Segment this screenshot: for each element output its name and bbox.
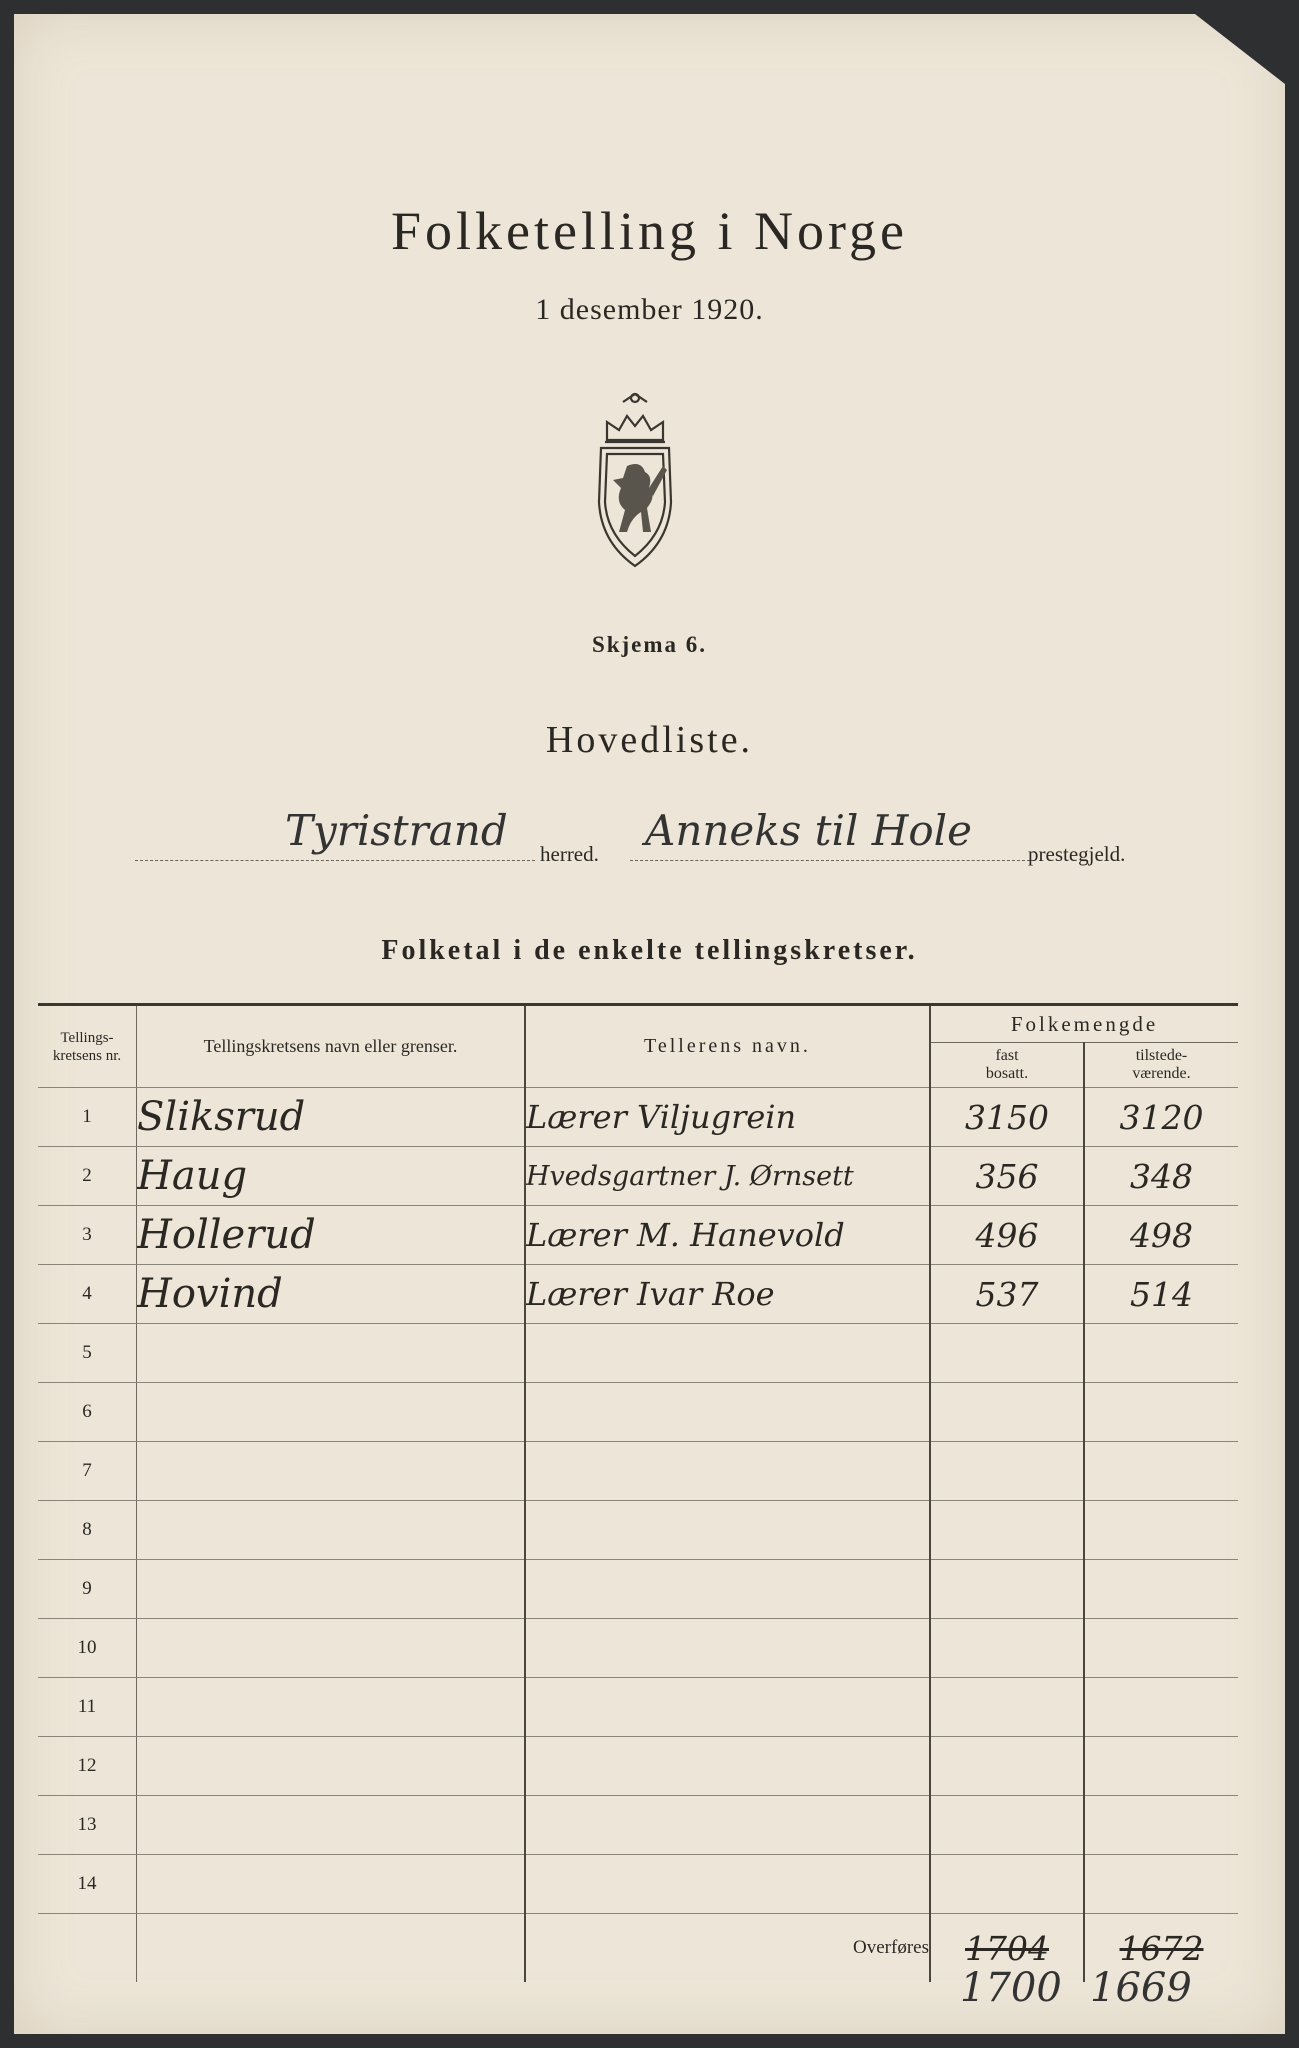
row-teller-name bbox=[525, 1324, 930, 1383]
row-tilstedevaerende bbox=[1084, 1619, 1238, 1678]
header-district-name: Tellingskretsens navn eller grenser. bbox=[137, 1005, 526, 1088]
total-tilst-struck: 1672 bbox=[1119, 1928, 1204, 1968]
list-title: Hovedliste. bbox=[545, 719, 754, 761]
table-row bbox=[38, 1265, 1238, 1324]
row-teller-name bbox=[525, 1383, 930, 1442]
row-fast-bosatt: 537 bbox=[930, 1265, 1084, 1324]
row-tilstedevaerende: 3120 bbox=[1084, 1088, 1238, 1147]
row-teller-name bbox=[525, 1501, 930, 1560]
table-row bbox=[38, 1383, 1238, 1442]
row-teller-name bbox=[525, 1678, 930, 1737]
row-teller-name bbox=[525, 1855, 930, 1914]
table-row bbox=[38, 1324, 1238, 1383]
section-title: Folketal i de enkelte tellingskretser. bbox=[381, 935, 918, 966]
row-fast-bosatt bbox=[930, 1560, 1084, 1619]
row-teller-name bbox=[525, 1560, 930, 1619]
corner-fold bbox=[1195, 14, 1285, 84]
row-nr: 10 bbox=[38, 1619, 137, 1678]
herred-label: herred. bbox=[540, 842, 599, 866]
row-teller-name: Lærer M. Hanevold bbox=[525, 1206, 930, 1265]
header-tilst-line2: værende. bbox=[1132, 1065, 1191, 1082]
row-nr: 7 bbox=[38, 1442, 137, 1501]
row-nr: 11 bbox=[38, 1678, 137, 1737]
row-tilstedevaerende bbox=[1084, 1678, 1238, 1737]
row-district-name bbox=[137, 1737, 526, 1796]
table-row bbox=[38, 1501, 1238, 1560]
row-tilstedevaerende bbox=[1084, 1560, 1238, 1619]
row-tilstedevaerende bbox=[1084, 1442, 1238, 1501]
row-fast-bosatt bbox=[930, 1324, 1084, 1383]
census-districts-table bbox=[38, 1003, 1238, 1982]
table-row bbox=[38, 1796, 1238, 1855]
herred-value: Tyristrand bbox=[285, 806, 508, 855]
row-nr: 8 bbox=[38, 1501, 137, 1560]
row-teller-name bbox=[525, 1796, 930, 1855]
form-title: Folketelling i Norge bbox=[391, 201, 908, 261]
row-tilstedevaerende: 498 bbox=[1084, 1206, 1238, 1265]
table-row bbox=[38, 1855, 1238, 1914]
row-fast-bosatt bbox=[930, 1383, 1084, 1442]
row-district-name bbox=[137, 1619, 526, 1678]
row-teller-name: Hvedsgartner J. Ørnsett bbox=[525, 1147, 930, 1206]
row-nr: 1 bbox=[38, 1088, 137, 1147]
table-row bbox=[38, 1147, 1238, 1206]
row-tilstedevaerende bbox=[1084, 1324, 1238, 1383]
row-nr: 6 bbox=[38, 1383, 137, 1442]
row-nr: 3 bbox=[38, 1206, 137, 1265]
row-fast-bosatt: 496 bbox=[930, 1206, 1084, 1265]
total-fast-struck: 1704 bbox=[930, 1914, 1084, 1983]
row-district-name: Haug bbox=[137, 1147, 526, 1206]
total-fast-corrected: 1700 bbox=[960, 1965, 1062, 2011]
header-folkemengde: Folkemengde bbox=[930, 1005, 1238, 1043]
header-fast-line1: fast bbox=[995, 1047, 1019, 1064]
row-nr: 9 bbox=[38, 1560, 137, 1619]
row-nr: 4 bbox=[38, 1265, 137, 1324]
row-teller-name bbox=[525, 1737, 930, 1796]
row-tilstedevaerende bbox=[1084, 1501, 1238, 1560]
row-fast-bosatt bbox=[930, 1619, 1084, 1678]
table-row bbox=[38, 1678, 1238, 1737]
schema-label: Skjema 6. bbox=[591, 632, 708, 657]
row-fast-bosatt bbox=[930, 1737, 1084, 1796]
coat-of-arms-icon bbox=[583, 392, 687, 570]
table-row bbox=[38, 1088, 1238, 1147]
prestegjeld-label: prestegjeld. bbox=[1028, 842, 1126, 866]
row-district-name bbox=[137, 1324, 526, 1383]
header-teller-name: Tellerens navn. bbox=[525, 1005, 930, 1088]
row-teller-name bbox=[525, 1619, 930, 1678]
row-district-name: Sliksrud bbox=[137, 1088, 526, 1147]
location-line bbox=[125, 806, 1155, 870]
table-row bbox=[38, 1560, 1238, 1619]
row-fast-bosatt bbox=[930, 1678, 1084, 1737]
row-teller-name: Lærer Ivar Roe bbox=[525, 1265, 930, 1324]
row-district-name bbox=[137, 1560, 526, 1619]
header-tilstedevaerende bbox=[1084, 1043, 1238, 1088]
header-tilst-line1: tilstede- bbox=[1135, 1047, 1188, 1064]
total-tilst-corrected: 1669 bbox=[1090, 1965, 1192, 2011]
row-district-name bbox=[137, 1796, 526, 1855]
total-name-cell bbox=[137, 1914, 526, 1983]
row-district-name: Hovind bbox=[137, 1265, 526, 1324]
row-district-name bbox=[137, 1855, 526, 1914]
row-tilstedevaerende bbox=[1084, 1796, 1238, 1855]
header-fast-line2: bosatt. bbox=[985, 1065, 1029, 1082]
row-district-name: Hollerud bbox=[137, 1206, 526, 1265]
table-row bbox=[38, 1619, 1238, 1678]
row-district-name bbox=[137, 1678, 526, 1737]
form-date: 1 desember 1920. bbox=[535, 293, 764, 326]
row-tilstedevaerende bbox=[1084, 1737, 1238, 1796]
row-fast-bosatt bbox=[930, 1442, 1084, 1501]
row-tilstedevaerende bbox=[1084, 1855, 1238, 1914]
row-fast-bosatt: 3150 bbox=[930, 1088, 1084, 1147]
table-row bbox=[38, 1737, 1238, 1796]
row-nr: 5 bbox=[38, 1324, 137, 1383]
row-nr: 14 bbox=[38, 1855, 137, 1914]
total-label: Overføres bbox=[525, 1914, 930, 1983]
row-district-name bbox=[137, 1383, 526, 1442]
row-tilstedevaerende: 514 bbox=[1084, 1265, 1238, 1324]
row-tilstedevaerende: 348 bbox=[1084, 1147, 1238, 1206]
row-fast-bosatt bbox=[930, 1855, 1084, 1914]
table-row bbox=[38, 1442, 1238, 1501]
header-nr: Tellings-kretsens nr. bbox=[38, 1005, 137, 1088]
row-district-name bbox=[137, 1442, 526, 1501]
row-fast-bosatt: 356 bbox=[930, 1147, 1084, 1206]
row-nr: 13 bbox=[38, 1796, 137, 1855]
table-row bbox=[38, 1206, 1238, 1265]
row-nr: 12 bbox=[38, 1737, 137, 1796]
prestegjeld-value: Anneks til Hole bbox=[645, 806, 972, 855]
row-fast-bosatt bbox=[930, 1501, 1084, 1560]
header-fast-bosatt bbox=[930, 1043, 1084, 1088]
row-teller-name: Lærer Viljugrein bbox=[525, 1088, 930, 1147]
row-fast-bosatt bbox=[930, 1796, 1084, 1855]
row-teller-name bbox=[525, 1442, 930, 1501]
row-tilstedevaerende bbox=[1084, 1383, 1238, 1442]
total-nr-cell bbox=[38, 1914, 137, 1983]
row-nr: 2 bbox=[38, 1147, 137, 1206]
row-district-name bbox=[137, 1501, 526, 1560]
